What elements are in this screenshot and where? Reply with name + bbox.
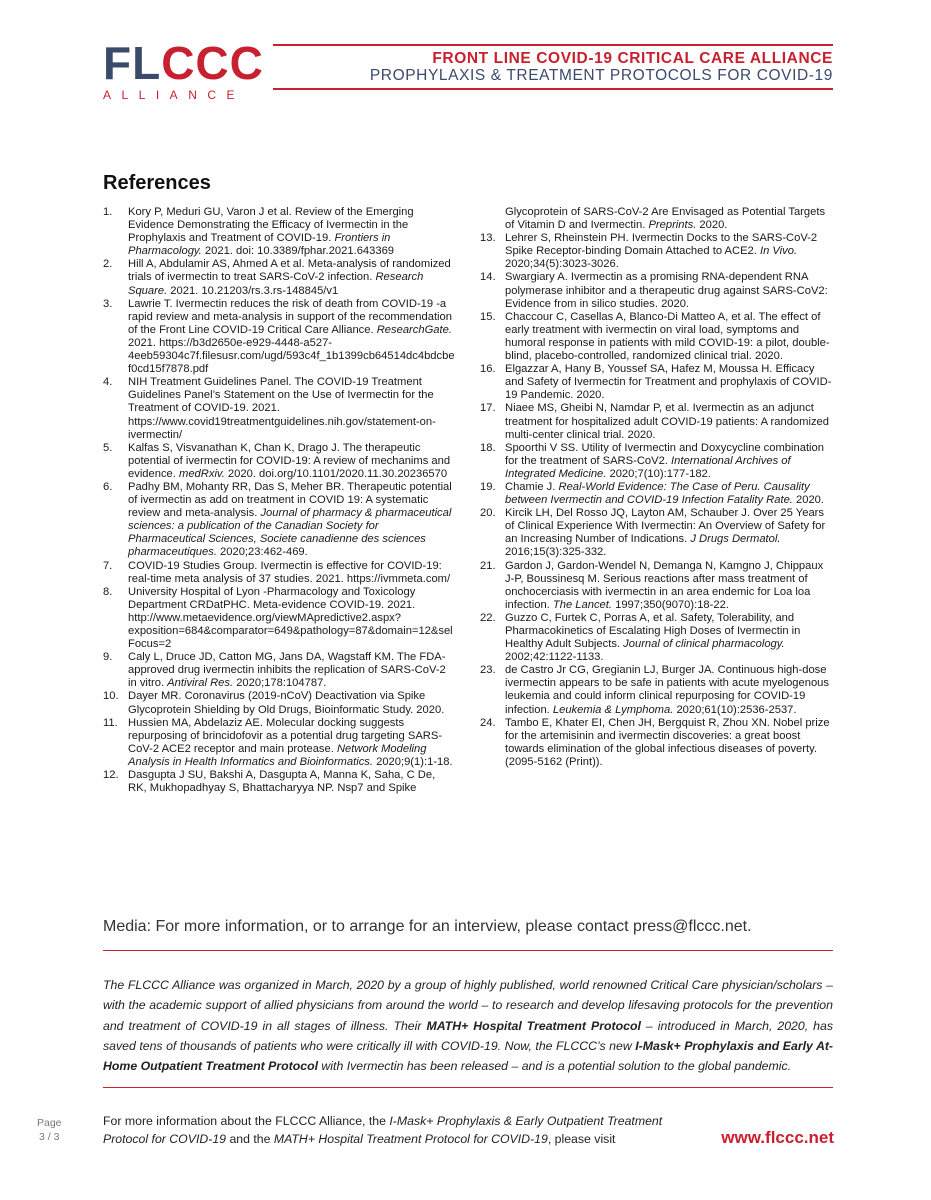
reference-number: 17.	[480, 402, 496, 415]
references-left-column	[103, 206, 455, 795]
header-rule-bottom	[273, 88, 833, 90]
about-paragraph: The FLCCC Alliance was organized in March, 2020 by a group of highly published, world renowned Critical Care physician/scholars – with the academic support of allied physicians from around the world – to research and develop lifesaving protocols for the prevention and treatment of COVID-19 in all stages of illness. Their MATH+ Hospital Treatment Protocol – introduced in March, 2020, has saved tens of thousands of patients who were critically ill with COVID-19. Now, the FLCCC’s new I-Mask+ Prophylaxis and Early At-Home Outpatient Treatment Protocol with Ivermectin has been released – and is a potential solution to the global pandemic.	[103, 978, 834, 1074]
reference-item	[103, 560, 455, 586]
reference-item	[480, 560, 834, 612]
reference-item	[480, 481, 834, 507]
reference-item	[480, 363, 834, 402]
reference-item	[103, 442, 455, 481]
reference-text: Kory P, Meduri GU, Varon J et al. Review of the Emerging Evidence Demonstrating the Efficacy of Ivermectin in the Prophylaxis and Treatment of COVID-19. Frontiers in Pharmacology. 2021. doi: 10.3389/fphar.2021.643369	[128, 206, 414, 258]
reference-text: Dasgupta J SU, Bakshi A, Dasgupta A, Manna K, Saha, C De, RK, Mukhopadhyay S, Bhattacharyya NP. Nsp7 and Spike	[128, 769, 436, 795]
reference-item	[103, 586, 455, 651]
reference-text: Kalfas S, Visvanathan K, Chan K, Drago J. The therapeutic potential of ivermectin for COVID-19: A review of mechanims and evidence. medRxiv. 2020. doi.org/10.1101/2020.11.30.20236570	[128, 441, 451, 480]
reference-text: Lawrie T. Ivermectin reduces the risk of death from COVID-19 -a rapid review and meta-analysis in support of the recommendation of the Front Line COVID-19 Critical Care Alliance. ResearchGate. 2021. https://b3d2650e-e929-4448-a527-4eeb59304c7f.filesusr.com/ugd/593c4f_1b1399cb64514dc4bdcbef0cd15f7878.pdf	[128, 297, 455, 376]
reference-item	[480, 717, 834, 769]
reference-item	[103, 717, 455, 769]
reference-text: de Castro Jr CG, Gregianin LJ, Burger JA. Continuous high-dose ivermectin appears to be safe in patients with acute myelogenous leukemia and could inform clinical repurposing for COVID-19 infection. Leukemia & Lymphoma. 2020;61(10):2536-2537.	[505, 664, 830, 716]
logo-subtitle: ALLIANCE	[103, 88, 246, 102]
footer-info: For more information about the FLCCC Alliance, the I-Mask+ Prophylaxis & Early Outpatient Treatment Protocol for COVID-19 and the MATH+ Hospital Treatment Protocol for COVID-19, please visit	[103, 1114, 663, 1146]
header-subtitle: PROPHYLAXIS & TREATMENT PROTOCOLS FOR COVID-19	[369, 67, 833, 84]
reference-number: 14.	[480, 271, 496, 284]
reference-item	[103, 481, 455, 560]
reference-number: 5.	[103, 441, 113, 454]
math-protocol-name: MATH+ Hospital Treatment Protocol	[426, 1018, 641, 1033]
reference-number: 3.	[103, 297, 113, 310]
reference-number: 13.	[480, 232, 496, 245]
reference-item	[480, 402, 834, 441]
reference-item	[480, 507, 834, 559]
reference-text: Elgazzar A, Hany B, Youssef SA, Hafez M, Moussa H. Efficacy and Safety of Ivermectin for Treatment and prophylaxis of COVID-19 Pandemic. 2020.	[505, 363, 832, 402]
reference-number: 23.	[480, 664, 496, 677]
page-indicator: Page 3 / 3	[37, 1117, 62, 1143]
reference-text: Chamie J. Real-World Evidence: The Case of Peru. Causality between Ivermectin and COVID-19 Infection Fatality Rate. 2020.	[505, 480, 825, 507]
flccc-logo	[103, 37, 264, 102]
references-heading: References	[103, 172, 211, 194]
reference-number: 7.	[103, 559, 113, 572]
reference-item	[480, 664, 834, 716]
references-right-column	[480, 206, 834, 769]
reference-number: 19.	[480, 480, 496, 493]
reference-text: Chaccour C, Casellas A, Blanco-Di Matteo A, et al. The effect of early treatment with ivermectin on viral load, symptoms and humoral response in patients with mild COVID-19: a pilot, double-blind, placebo-controlled, randomized clinical trial. 2020.	[505, 310, 830, 363]
reference-number: 18.	[480, 441, 496, 454]
reference-item	[480, 232, 834, 271]
reference-text: Gardon J, Gardon-Wendel N, Demanga N, Kamgno J, Chippaux J-P, Boussinesq M. Serious reactions after mass treatment of onchocerciasis with ivermectin in an area endemic for Loa loa infection. The Lancet. 1997;350(9070):18-22.	[505, 559, 824, 611]
reference-number: 6.	[103, 480, 113, 493]
reference-text: Swargiary A. Ivermectin as a promising RNA-dependent RNA polymerase inhibitor and a therapeutic drug against SARS-CoV2: Evidence from in silico studies. 2020.	[505, 271, 828, 310]
reference-text: Glycoprotein of SARS-CoV-2 Are Envisaged as Potential Targets of Vitamin D and Ivermectin. Preprints. 2020.	[505, 206, 826, 232]
imask-protocol-name: I-Mask+ Prophylaxis and Early At-Home Outpatient Treatment Protocol	[103, 1038, 834, 1074]
reference-text: Lehrer S, Rheinstein PH. Ivermectin Docks to the SARS-CoV-2 Spike Receptor-binding Domain Attached to ACE2. In Vivo. 2020;34(5):3023-3026.	[505, 232, 818, 271]
reference-number: 4.	[103, 376, 113, 389]
reference-item	[480, 311, 834, 363]
reference-item	[103, 258, 455, 297]
reference-text: Spoorthi V SS. Utility of Ivermectin and Doxycycline combination for the treatment of SARS-CoV2. International Archives of Integrated Medicine. 2020;7(10):177-182.	[505, 441, 824, 480]
reference-text: COVID-19 Studies Group. Ivermectin is effective for COVID-19: real-time meta analysis of 37 studies. 2021. https://ivmmeta.com/	[128, 559, 451, 585]
reference-text: University Hospital of Lyon -Pharmacology and Toxicology Department CRDatPHC. Meta-evidence COVID-19. 2021. http://www.metaevidence.org/viewMApredictive2.aspx?exposition=684&comparator=649&pathology=87&domain=12&selFocus=2	[128, 585, 453, 651]
reference-item	[480, 612, 834, 664]
media-contact: Media: For more information, or to arrange for an interview, please contact press@flccc.net.	[103, 918, 752, 935]
reference-number: 16.	[480, 363, 496, 376]
reference-number: 1.	[103, 206, 113, 218]
reference-number: 9.	[103, 651, 113, 664]
reference-item	[103, 206, 455, 258]
reference-text: NIH Treatment Guidelines Panel. The COVID-19 Treatment Guidelines Panel’s Statement on the Use of Ivermectin for the Treatment of COVID-19. 2021. https://www.covid19treatmentguidelines.nih.gov/statement-on-ivermectin/	[128, 376, 436, 441]
divider-bottom	[103, 1087, 833, 1088]
reference-number: 22.	[480, 611, 496, 624]
reference-text: Caly L, Druce JD, Catton MG, Jans DA, Wagstaff KM. The FDA-approved drug ivermectin inhibits the replication of SARS-CoV-2 in vitro. Antiviral Res. 2020;178:104787.	[128, 651, 446, 690]
reference-text: Padhy BM, Mohanty RR, Das S, Meher BR. Therapeutic potential of ivermectin as add on treatment in COVID 19: A systematic review and meta-analysis. Journal of pharmacy & pharmaceutical sciences: a publication of the Canadian Society for Pharmaceutical Sciences, Societe canadienne des sciences pharmaceutiques. 2020;23:462-469.	[128, 480, 452, 559]
reference-item	[103, 298, 455, 377]
reference-text: Niaee MS, Gheibi N, Namdar P, et al. Ivermectin as an adjunct treatment for hospitalized adult COVID-19 patients: A randomized multi-center clinical trial. 2020.	[505, 402, 829, 441]
reference-item	[103, 376, 455, 441]
reference-item	[480, 206, 834, 232]
reference-item	[480, 442, 834, 481]
reference-number: 11.	[103, 716, 118, 729]
header-rule-top	[273, 44, 833, 46]
reference-text: Hill A, Abdulamir AS, Ahmed A et al. Meta-analysis of randomized trials of ivermectin to treat SARS-CoV-2 infection. Research Square. 2021. 10.21203/rs.3.rs-148845/v1	[128, 258, 451, 297]
reference-item	[103, 769, 455, 795]
footer-website-link[interactable]: www.flccc.net	[721, 1128, 834, 1147]
reference-text: Dayer MR. Coronavirus (2019-nCoV) Deactivation via Spike Glycoprotein Shielding by Old Drugs, Bioinformatic Study. 2020.	[128, 690, 445, 716]
reference-number: 21.	[480, 559, 496, 572]
reference-text: Hussien MA, Abdelaziz AE. Molecular docking suggests repurposing of brincidofovir as a potential drug targeting SARS-CoV-2 ACE2 receptor and main protease. Network Modeling Analysis in Health Informatics and Bioinformatics. 2020;9(1):1-18.	[128, 716, 453, 768]
reference-item	[103, 651, 455, 690]
reference-number: 24.	[480, 716, 496, 729]
reference-number: 2.	[103, 258, 113, 271]
logo-wordmark: FLCCC	[103, 37, 264, 89]
header-title: FRONT LINE COVID-19 CRITICAL CARE ALLIANCE	[432, 50, 833, 67]
reference-number: 15.	[480, 310, 496, 323]
reference-number: 20.	[480, 507, 496, 520]
reference-number: 8.	[103, 585, 113, 598]
reference-item	[480, 271, 834, 310]
reference-item	[103, 690, 455, 716]
reference-text: Tambo E, Khater EI, Chen JH, Bergquist R, Zhou XN. Nobel prize for the artemisinin and ivermectin discoveries: a great boost towards elimination of the global infectious diseases of poverty. (2095-5162 (Print)).	[505, 716, 830, 768]
divider-top	[103, 950, 833, 951]
reference-number: 10.	[103, 690, 119, 703]
reference-number: 12.	[103, 769, 119, 782]
reference-text: Kircik LH, Del Rosso JQ, Layton AM, Schauber J. Over 25 Years of Clinical Experience With Ivermectin: An Overview of Safety for an Increasing Number of Indications. J Drugs Dermatol. 2016;15(3):325-332.	[505, 507, 826, 559]
reference-text: Guzzo C, Furtek C, Porras A, et al. Safety, Tolerability, and Pharmacokinetics of Escalating High Doses of Ivermectin in Healthy Adult Subjects. Journal of clinical pharmacology. 2002;42:1122-1133.	[505, 611, 801, 664]
